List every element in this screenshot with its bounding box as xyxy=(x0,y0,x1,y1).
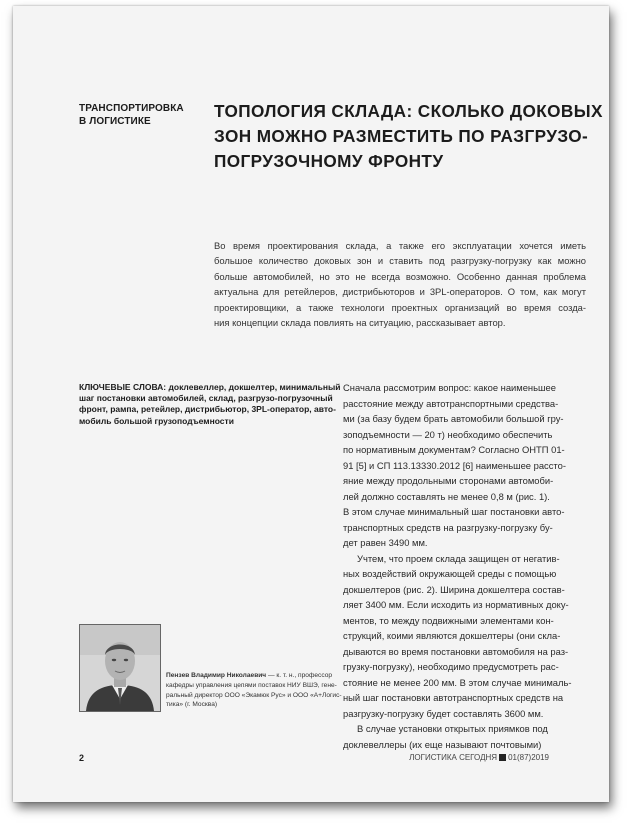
body-line: транспортных средств на разгрузку-погрузку бу- xyxy=(343,521,553,533)
title-line: ТОПОЛОГИЯ СКЛАДА: СКОЛЬКО ДОКОВЫХ xyxy=(214,101,603,121)
article-title xyxy=(214,99,603,174)
body-line: дываются во время постановки автомобиля на раз- xyxy=(343,645,569,657)
keywords-line: фронт, рампа, ретейлер, дистрибьютор, 3PL-оператор, авто- xyxy=(79,404,336,415)
rubric-line: ТРАНСПОРТИРОВКА xyxy=(79,103,184,114)
keywords-line: КЛЮЧЕВЫЕ СЛОВА: доклевеллер, докшелтер, минимальный xyxy=(79,382,341,392)
author-info xyxy=(166,671,342,710)
body-line: доклевеллеры (их еще называют почтовыми) xyxy=(343,738,542,750)
journal-issue: 01(87)2019 xyxy=(508,753,549,762)
article-body xyxy=(343,380,591,752)
body-line: яние между продольными сторонами автомоби- xyxy=(343,475,554,486)
body-line: расстояние между автотранспортными средства- xyxy=(343,397,559,409)
lead-line: большое количество доковых зон и ставить под разгрузку-погрузку как можно xyxy=(214,255,586,267)
body-line: ментов, то между подвижными элементами кон- xyxy=(343,614,554,626)
body-line: ный шаг постановки автотранспортных средств на xyxy=(343,692,564,703)
page-sheet xyxy=(13,6,609,802)
title-line: ЗОН МОЖНО РАЗМЕСТИТЬ ПО РАЗГРУЗО- xyxy=(214,126,589,146)
author-line: — к. т. н., профессор xyxy=(266,672,333,679)
body-line: ляет 3400 мм. Если исходить из нормативных доку- xyxy=(343,599,569,610)
body-line: В случае установки открытых приямков под xyxy=(357,723,548,734)
title-line: ПОГРУЗОЧНОМУ ФРОНТУ xyxy=(214,151,444,171)
body-line: ми (за базу будем брать автомобили большой гру- xyxy=(343,413,564,424)
body-line: грузку-погрузку), необходимо предусмотреть рас- xyxy=(343,661,559,672)
body-line: Учтем, что проем склада защищен от негатив- xyxy=(357,552,560,564)
body-line: лей должно составлять не менее 0,8 м (рис. 1). xyxy=(343,490,550,502)
author-portrait-icon xyxy=(80,625,160,711)
author-line: кафедры управления цепями поставок НИУ ВШЭ, гене- xyxy=(166,681,337,689)
author-line: тика» (г. Москва) xyxy=(166,701,218,709)
body-line: 91 [5] и СП 113.13330.2012 [6] наименьшее рассто- xyxy=(343,459,566,471)
author-name: Пензев Владимир Николаевич xyxy=(166,672,267,679)
rubric-line: В ЛОГИСТИКЕ xyxy=(79,116,151,127)
keywords-line: шаг постановки автомобилей, склад, разгрузо-погрузочный xyxy=(79,393,333,404)
section-rubric xyxy=(79,102,209,128)
keywords-line: мобиль большой грузоподъемности xyxy=(79,415,234,426)
body-line: В этом случае минимальный шаг постановки авто- xyxy=(343,506,565,517)
body-line: струкций, коими являются докшелтеры (они скла- xyxy=(343,630,561,641)
page-number: 2 xyxy=(79,753,85,763)
square-separator-icon xyxy=(499,754,506,761)
lead-line: ния концепции склада повлиять на ситуацию, рассказывает автор. xyxy=(214,317,506,329)
lead-line: проектировщики, а также технологи проектных организаций во время созда- xyxy=(214,301,586,313)
body-line: стояние не менее 200 мм. В этом случае минималь- xyxy=(343,676,572,688)
footer-journal xyxy=(409,753,549,762)
author-line: ральный директор ООО «Экамюк Рус» и ООО «А+Логис- xyxy=(166,691,342,699)
body-line: докшелтеров (рис. 2). Ширина докшелтера состав- xyxy=(343,583,565,595)
keywords-block xyxy=(79,382,341,427)
author-photo xyxy=(79,624,161,712)
body-line: по нормативным документам? Согласно ОНТП 01- xyxy=(343,444,565,455)
body-line: Сначала рассмотрим вопрос: какое наименьшее xyxy=(343,382,556,393)
body-line: ных воздействий окружающей среды с помощью xyxy=(343,568,557,579)
article-lead xyxy=(214,238,586,330)
body-line: разгрузку-погрузку будет составлять 3600 мм. xyxy=(343,707,544,719)
body-line: зоподъемности — 20 т) необходимо обеспечить xyxy=(343,428,553,440)
journal-name: ЛОГИСТИКА СЕГОДНЯ xyxy=(409,753,498,762)
lead-line: больше автомобилей, но это не всегда возможно. Особенно данная проблема xyxy=(214,270,586,282)
body-line: дет равен 3490 мм. xyxy=(343,537,428,548)
lead-line: Во время проектирования склада, а также его эксплуатации хочется иметь xyxy=(214,240,586,251)
lead-line: актуальна для ретейлеров, дистрибьюторов и 3PL-операторов. О том, как могут xyxy=(214,286,586,298)
